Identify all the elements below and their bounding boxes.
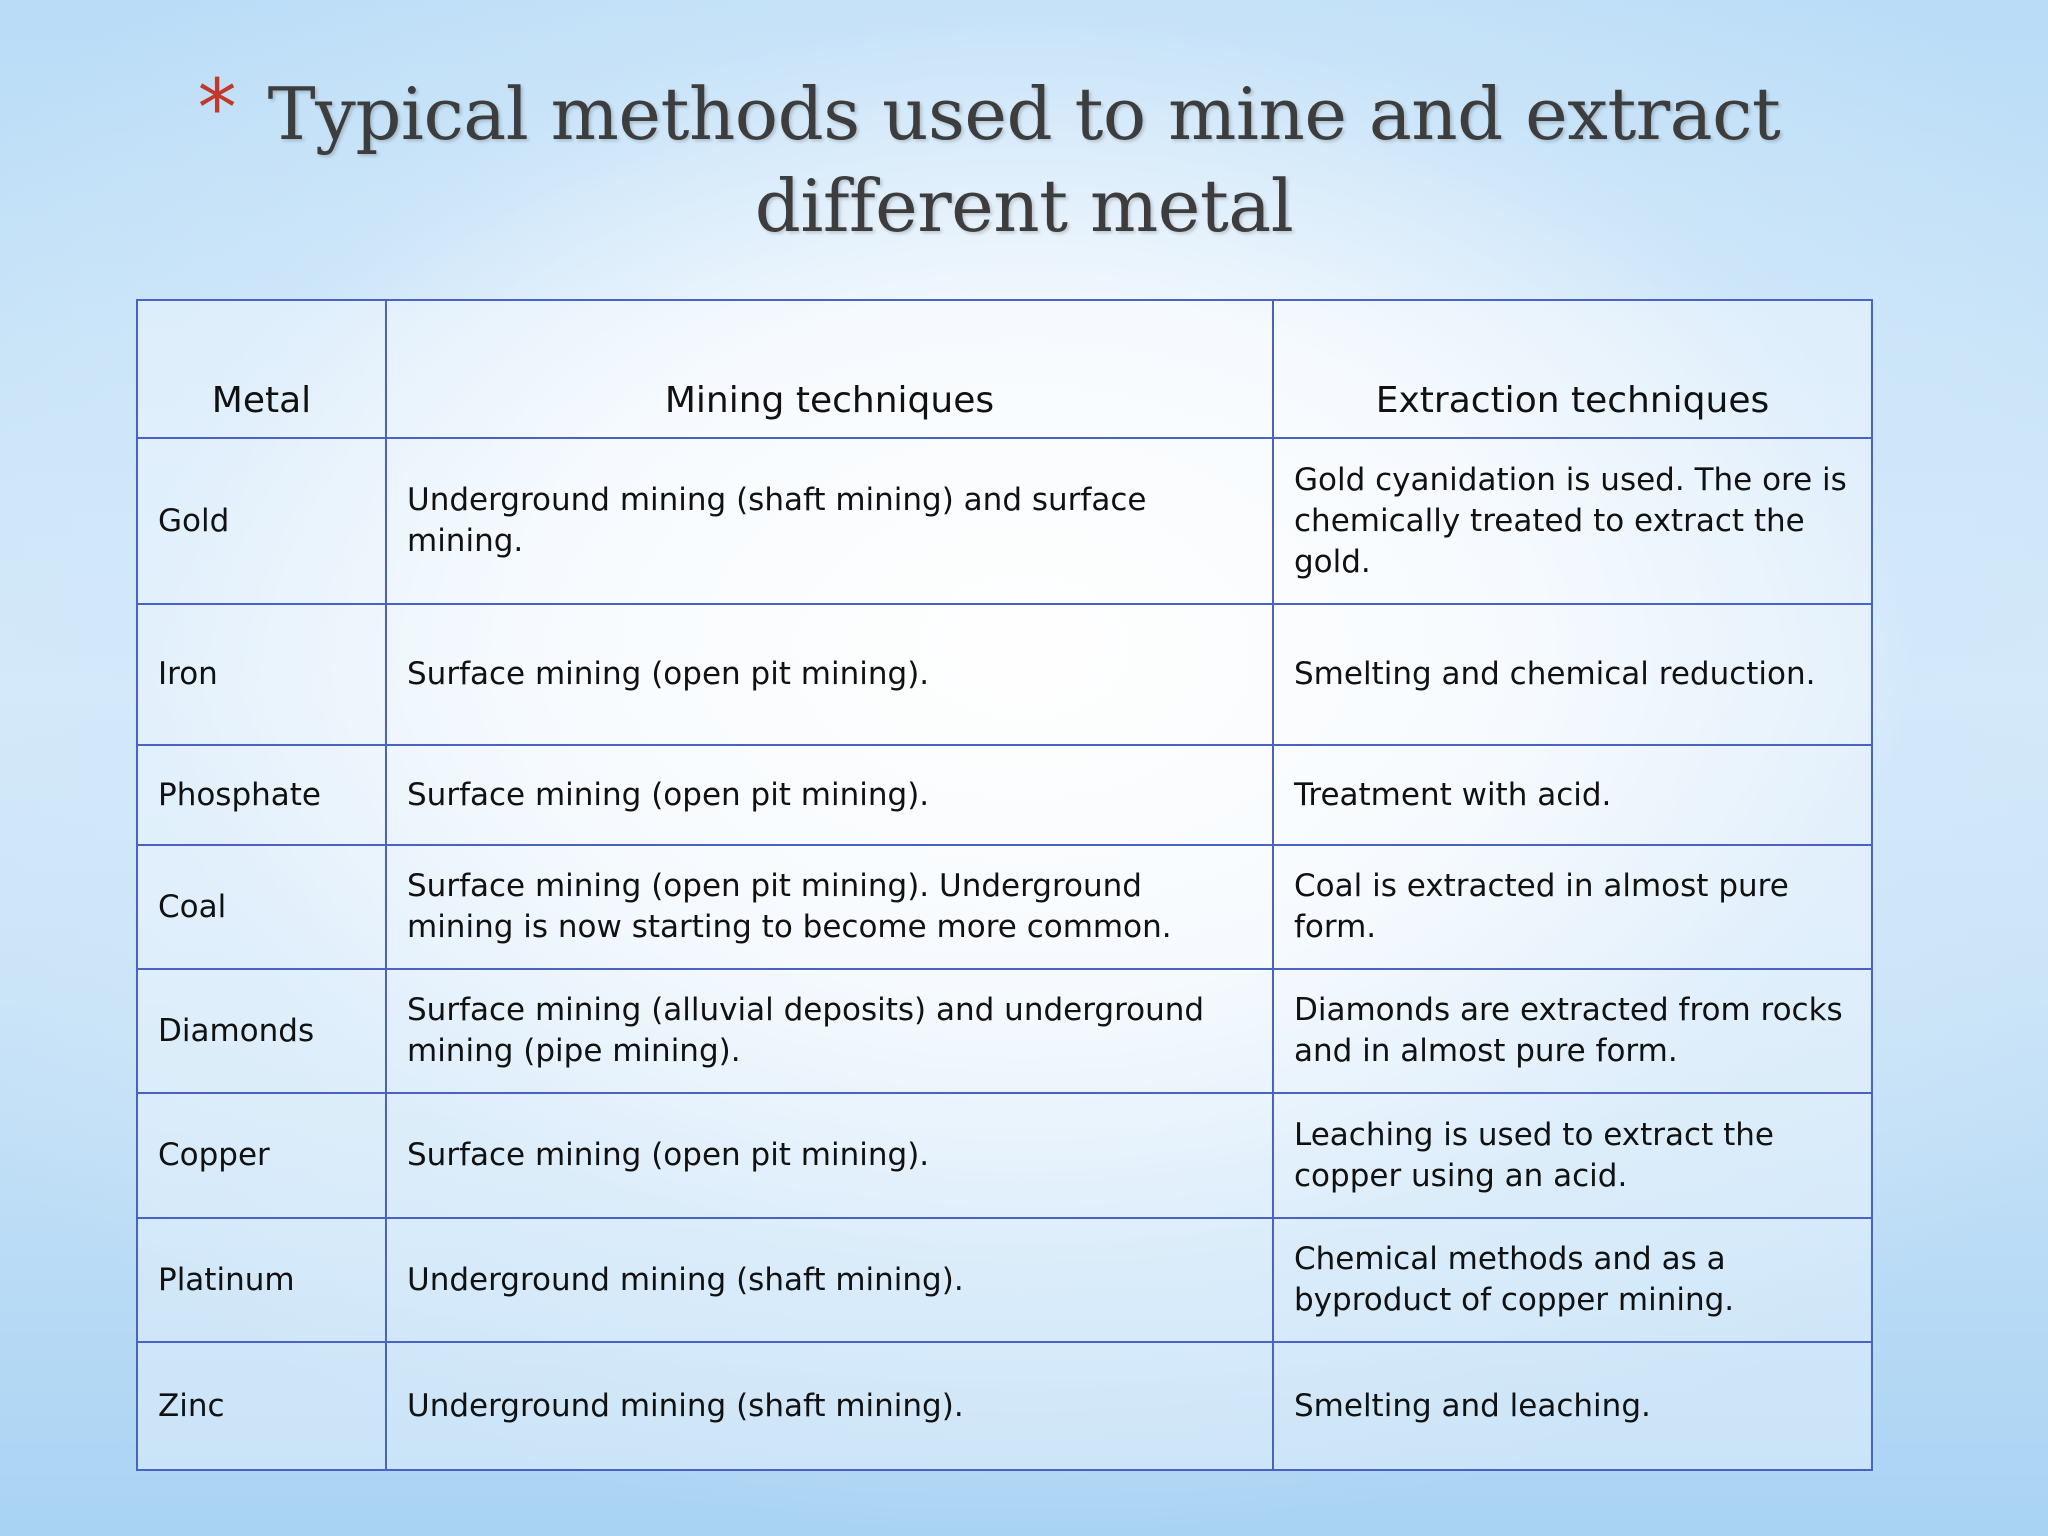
extraction-cell: Smelting and chemical reduction. (1273, 604, 1872, 745)
table-row (137, 845, 1872, 969)
table-row (137, 1218, 1872, 1342)
mining-cell: Underground mining (shaft mining) and surface mining. (386, 438, 1273, 604)
metal-cell: Diamonds (137, 969, 386, 1093)
table-row (137, 1342, 1872, 1470)
table-row (137, 438, 1872, 604)
slide-title (197, 64, 1781, 252)
metal-cell: Zinc (137, 1342, 386, 1470)
metal-cell: Phosphate (137, 745, 386, 845)
title-line-2: different metal (754, 164, 1294, 248)
title-line-1: Typical methods used to mine and extract (267, 72, 1781, 156)
table-row (137, 745, 1872, 845)
table-row (137, 1093, 1872, 1218)
mining-cell: Surface mining (open pit mining). Underground mining is now starting to become more common. (386, 845, 1273, 969)
extraction-cell: Diamonds are extracted from rocks and in almost pure form. (1273, 969, 1872, 1093)
extraction-cell: Leaching is used to extract the copper using an acid. (1273, 1093, 1872, 1218)
table-row (137, 969, 1872, 1093)
extraction-cell: Chemical methods and as a byproduct of copper mining. (1273, 1218, 1872, 1342)
mining-cell: Underground mining (shaft mining). (386, 1218, 1273, 1342)
mining-cell: Underground mining (shaft mining). (386, 1342, 1273, 1470)
header-mining-techniques: Mining techniques (386, 300, 1273, 438)
title-bullet-icon: * (197, 64, 237, 154)
header-extraction-techniques: Extraction techniques (1273, 300, 1872, 438)
mining-cell: Surface mining (open pit mining). (386, 1093, 1273, 1218)
mining-cell: Surface mining (open pit mining). (386, 745, 1273, 845)
metal-cell: Gold (137, 438, 386, 604)
mining-cell: Surface mining (open pit mining). (386, 604, 1273, 745)
title-area (0, 64, 2048, 252)
metal-cell: Platinum (137, 1218, 386, 1342)
metal-cell: Iron (137, 604, 386, 745)
extraction-cell: Treatment with acid. (1273, 745, 1872, 845)
metal-cell: Copper (137, 1093, 386, 1218)
metals-table (136, 299, 1873, 1471)
extraction-cell: Smelting and leaching. (1273, 1342, 1872, 1470)
mining-cell: Surface mining (alluvial deposits) and underground mining (pipe mining). (386, 969, 1273, 1093)
extraction-cell: Gold cyanidation is used. The ore is chemically treated to extract the gold. (1273, 438, 1872, 604)
header-metal: Metal (137, 300, 386, 438)
table-row (137, 604, 1872, 745)
extraction-cell: Coal is extracted in almost pure form. (1273, 845, 1872, 969)
metal-cell: Coal (137, 845, 386, 969)
table-header-row (137, 300, 1872, 438)
